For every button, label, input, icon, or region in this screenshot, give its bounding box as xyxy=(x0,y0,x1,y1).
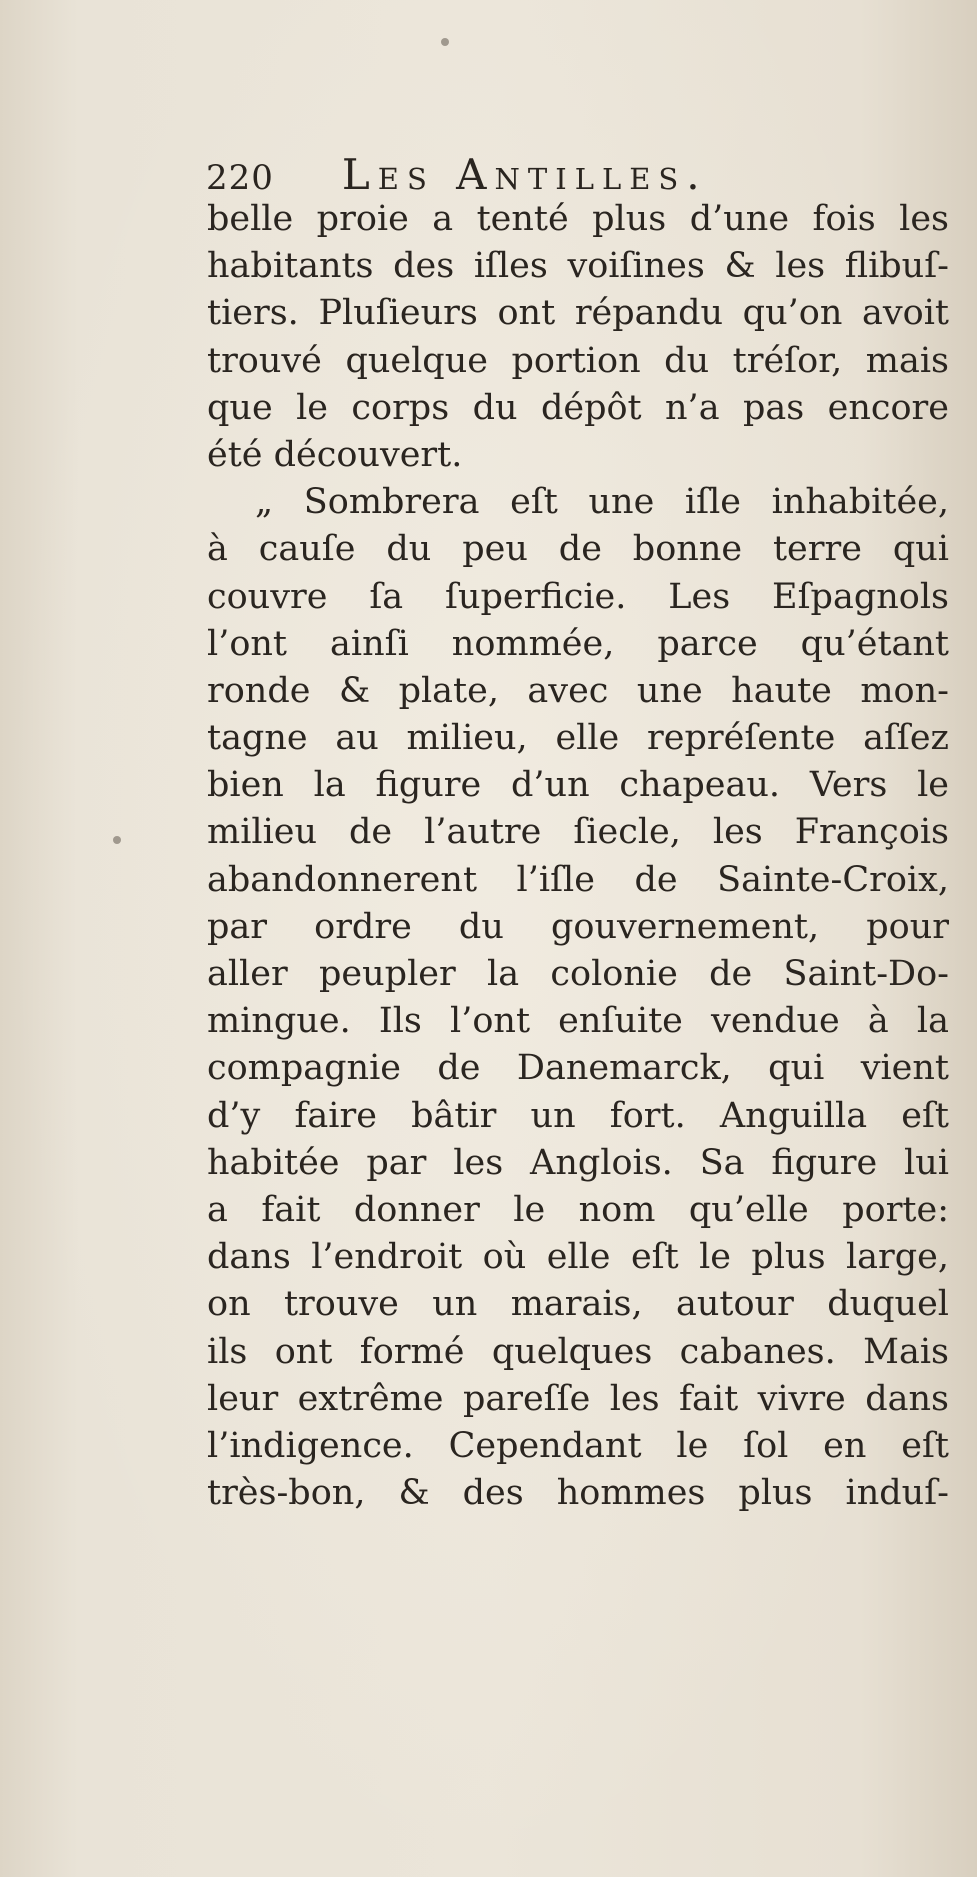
text-line: aller peupler la colonie de Saint-Do- xyxy=(207,954,949,994)
text-line: ils ont formé quelques cabanes. Mais xyxy=(207,1331,949,1372)
page-number: 220 xyxy=(206,158,274,198)
body-text xyxy=(207,196,949,1517)
text-line: on trouve un marais, autour duquel xyxy=(207,1284,949,1325)
text-line: ronde & plate, avec une haute mon- xyxy=(207,670,949,711)
text-line: belle proie a tenté plus d’une fois les xyxy=(207,199,949,239)
text-line: milieu de l’autre ſiecle, les François xyxy=(207,812,949,853)
running-title: Les Antilles. xyxy=(341,150,708,199)
text-line: à cauſe du peu de bonne terre qui xyxy=(207,529,949,570)
text-line: que le corps du dépôt n’a pas encore xyxy=(207,387,949,428)
ink-speck xyxy=(441,38,449,46)
text-line: habitée par les Anglois. Sa figure lui xyxy=(207,1142,949,1183)
text-line: couvre ſa ſuperficie. Les Eſpagnols xyxy=(207,576,949,617)
text-line: dans l’endroit où elle eſt le plus large, xyxy=(207,1237,949,1278)
text-line: par ordre du gouvernement, pour xyxy=(207,906,949,947)
text-line: a fait donner le nom qu’elle porte: xyxy=(207,1189,949,1230)
text-line: leur extrême pareſſe les fait vivre dans xyxy=(207,1378,949,1419)
text-line: bien la figure d’un chapeau. Vers le xyxy=(207,765,949,806)
text-line: été découvert. xyxy=(207,434,463,475)
text-line: „ Sombrera eſt une iſle inhabitée, xyxy=(255,482,949,523)
text-line: trouvé quelque portion du tréſor, mais xyxy=(207,340,949,381)
text-line: l’indigence. Cependant le ſol en eſt xyxy=(207,1425,949,1466)
ink-speck xyxy=(113,836,121,844)
text-line: mingue. Ils l’ont enſuite vendue à la xyxy=(207,1001,949,1042)
text-line: tagne au milieu, elle repréſente aſſez xyxy=(207,718,949,759)
text-line: l’ont ainſi nommée, parce qu’étant xyxy=(207,623,949,664)
text-line: tiers. Pluſieurs ont répandu qu’on avoit xyxy=(207,293,949,334)
text-line: très-bon, & des hommes plus induſ- xyxy=(207,1473,949,1514)
text-line: d’y faire bâtir un fort. Anguilla eſt xyxy=(207,1095,949,1136)
text-line: habitants des iſles voiſines & les flibuſ- xyxy=(207,246,949,287)
text-line: compagnie de Danemarck, qui vient xyxy=(207,1048,949,1089)
running-head xyxy=(206,150,766,200)
text-line: abandonnerent l’iſle de Sainte-Croix, xyxy=(207,859,949,900)
